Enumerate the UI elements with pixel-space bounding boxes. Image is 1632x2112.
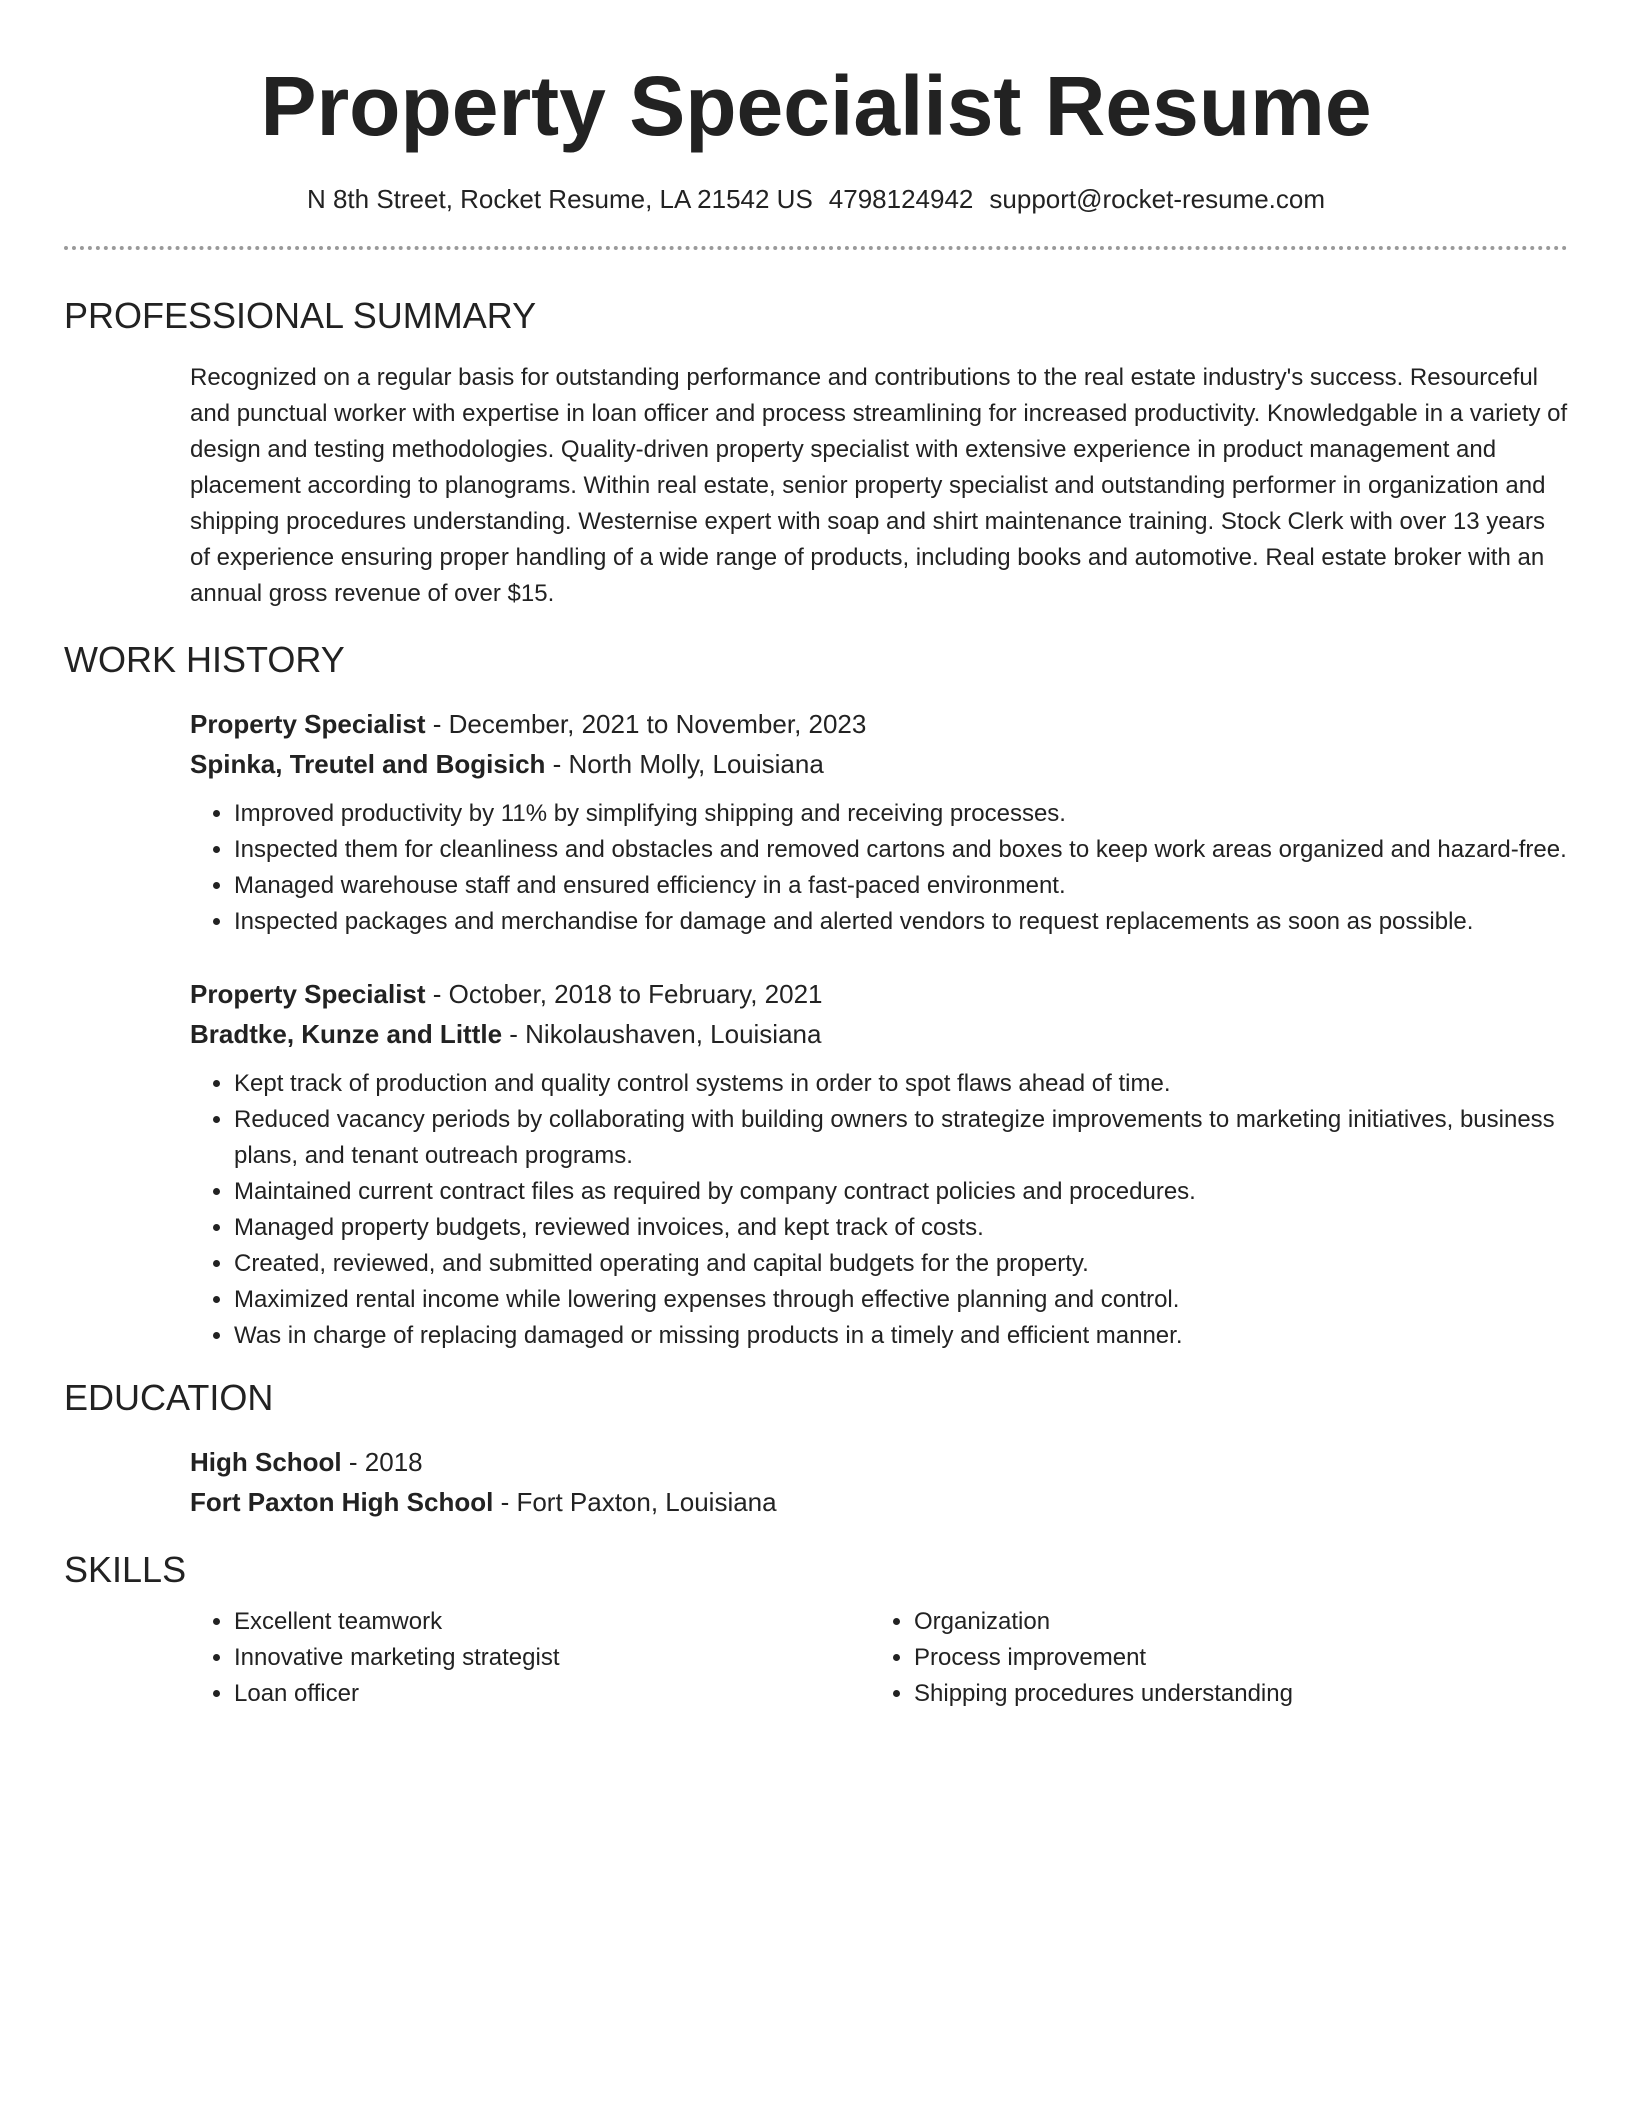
skill-item: • Innovative marketing strategist — [234, 1640, 870, 1676]
header-divider — [64, 246, 1568, 250]
work-history-heading: WORK HISTORY — [64, 639, 345, 680]
contact-address: N 8th Street, Rocket Resume, LA 21542 US — [306, 184, 813, 214]
job-title: Property Specialist — [190, 979, 426, 1009]
education-year: - 2018 — [341, 1447, 423, 1477]
education-section — [190, 1442, 1568, 1522]
contact-phone: 4798124942 — [828, 184, 974, 214]
job-bullets — [190, 796, 1568, 940]
page-title: Property Specialist Resume — [260, 59, 1372, 153]
skills-grid — [190, 1604, 1568, 1712]
education-school: Fort Paxton High School — [190, 1487, 494, 1517]
job-location: - Nikolaushaven, Louisiana — [502, 1019, 822, 1049]
education-school-line — [190, 1482, 1568, 1522]
skill-item: • Loan officer — [234, 1676, 870, 1712]
work-history-section — [190, 704, 1568, 1354]
education-location: - Fort Paxton, Louisiana — [493, 1487, 777, 1517]
list-item: • Kept track of production and quality control systems in order to spot flaws ahead of time. — [234, 1066, 1568, 1102]
job-dates: - December, 2021 to November, 2023 — [425, 709, 867, 739]
job-title-line — [190, 974, 1568, 1014]
skill-item: • Process improvement — [914, 1640, 1550, 1676]
list-item: • Managed warehouse staff and ensured efficiency in a fast-paced environment. — [234, 868, 1568, 904]
resume-page — [64, 0, 1568, 1712]
job-dates: - October, 2018 to February, 2021 — [425, 979, 823, 1009]
contact-email: support@rocket-resume.com — [989, 184, 1326, 214]
skill-item: • Excellent teamwork — [234, 1604, 870, 1640]
education-degree: High School — [190, 1447, 342, 1477]
skills-column-left — [190, 1604, 870, 1712]
job-bullets — [190, 1066, 1568, 1354]
summary-section — [190, 360, 1568, 612]
skill-item: • Organization — [914, 1604, 1550, 1640]
list-item: • Reduced vacancy periods by collaborating with building owners to strategize improvements to marketing initiatives, business plans, and tenant outreach programs. — [234, 1102, 1568, 1174]
skills-column-right — [870, 1604, 1550, 1712]
list-item: • Inspected packages and merchandise for damage and alerted vendors to request replacements as soon as possible. — [234, 904, 1568, 940]
job-title-line — [190, 704, 1568, 744]
job-title: Property Specialist — [190, 709, 426, 739]
list-item: • Managed property budgets, reviewed invoices, and kept track of costs. — [234, 1210, 1568, 1246]
list-item: • Created, reviewed, and submitted operating and capital budgets for the property. — [234, 1246, 1568, 1282]
job-company-line — [190, 1014, 1568, 1054]
education-degree-line — [190, 1442, 1568, 1482]
skills-section — [190, 1604, 1568, 1712]
list-item: • Maintained current contract files as required by company contract policies and procedures. — [234, 1174, 1568, 1210]
summary-text: Recognized on a regular basis for outstanding performance and contributions to the real estate industry's success. Resourceful and punctual worker with expertise in loan officer and process streamlining for increased productivity. Knowledgable in a variety of design and testing methodologies. Quality-driven property specialist with extensive experience in product management and placement according to planograms. Within real estate, senior property specialist and outstanding performer in organization and shipping procedures understanding. Westernise expert with soap and shirt maintenance training. Stock Clerk with over 13 years of experience ensuring proper handling of a wide range of products, including books and automotive. Real estate broker with an annual gross revenue of over $15. — [190, 364, 1568, 607]
job-company: Bradtke, Kunze and Little — [190, 1019, 503, 1049]
job-entry — [190, 974, 1568, 1354]
skill-item: • Shipping procedures understanding — [914, 1676, 1550, 1712]
list-item: • Improved productivity by 11% by simplifying shipping and receiving processes. — [234, 796, 1568, 832]
list-item: • Was in charge of replacing damaged or missing products in a timely and efficient manner. — [234, 1318, 1568, 1354]
summary-heading: PROFESSIONAL SUMMARY — [64, 295, 537, 336]
job-company-line — [190, 744, 1568, 784]
list-item: • Inspected them for cleanliness and obstacles and removed cartons and boxes to keep work areas organized and hazard-free. — [234, 832, 1568, 868]
job-company: Spinka, Treutel and Bogisich — [190, 749, 546, 779]
list-item: • Maximized rental income while lowering expenses through effective planning and control. — [234, 1282, 1568, 1318]
job-entry — [190, 704, 1568, 940]
skills-heading: SKILLS — [64, 1549, 187, 1590]
education-heading: EDUCATION — [64, 1377, 274, 1418]
contact-line — [64, 182, 1568, 216]
job-location: - North Molly, Louisiana — [545, 749, 824, 779]
